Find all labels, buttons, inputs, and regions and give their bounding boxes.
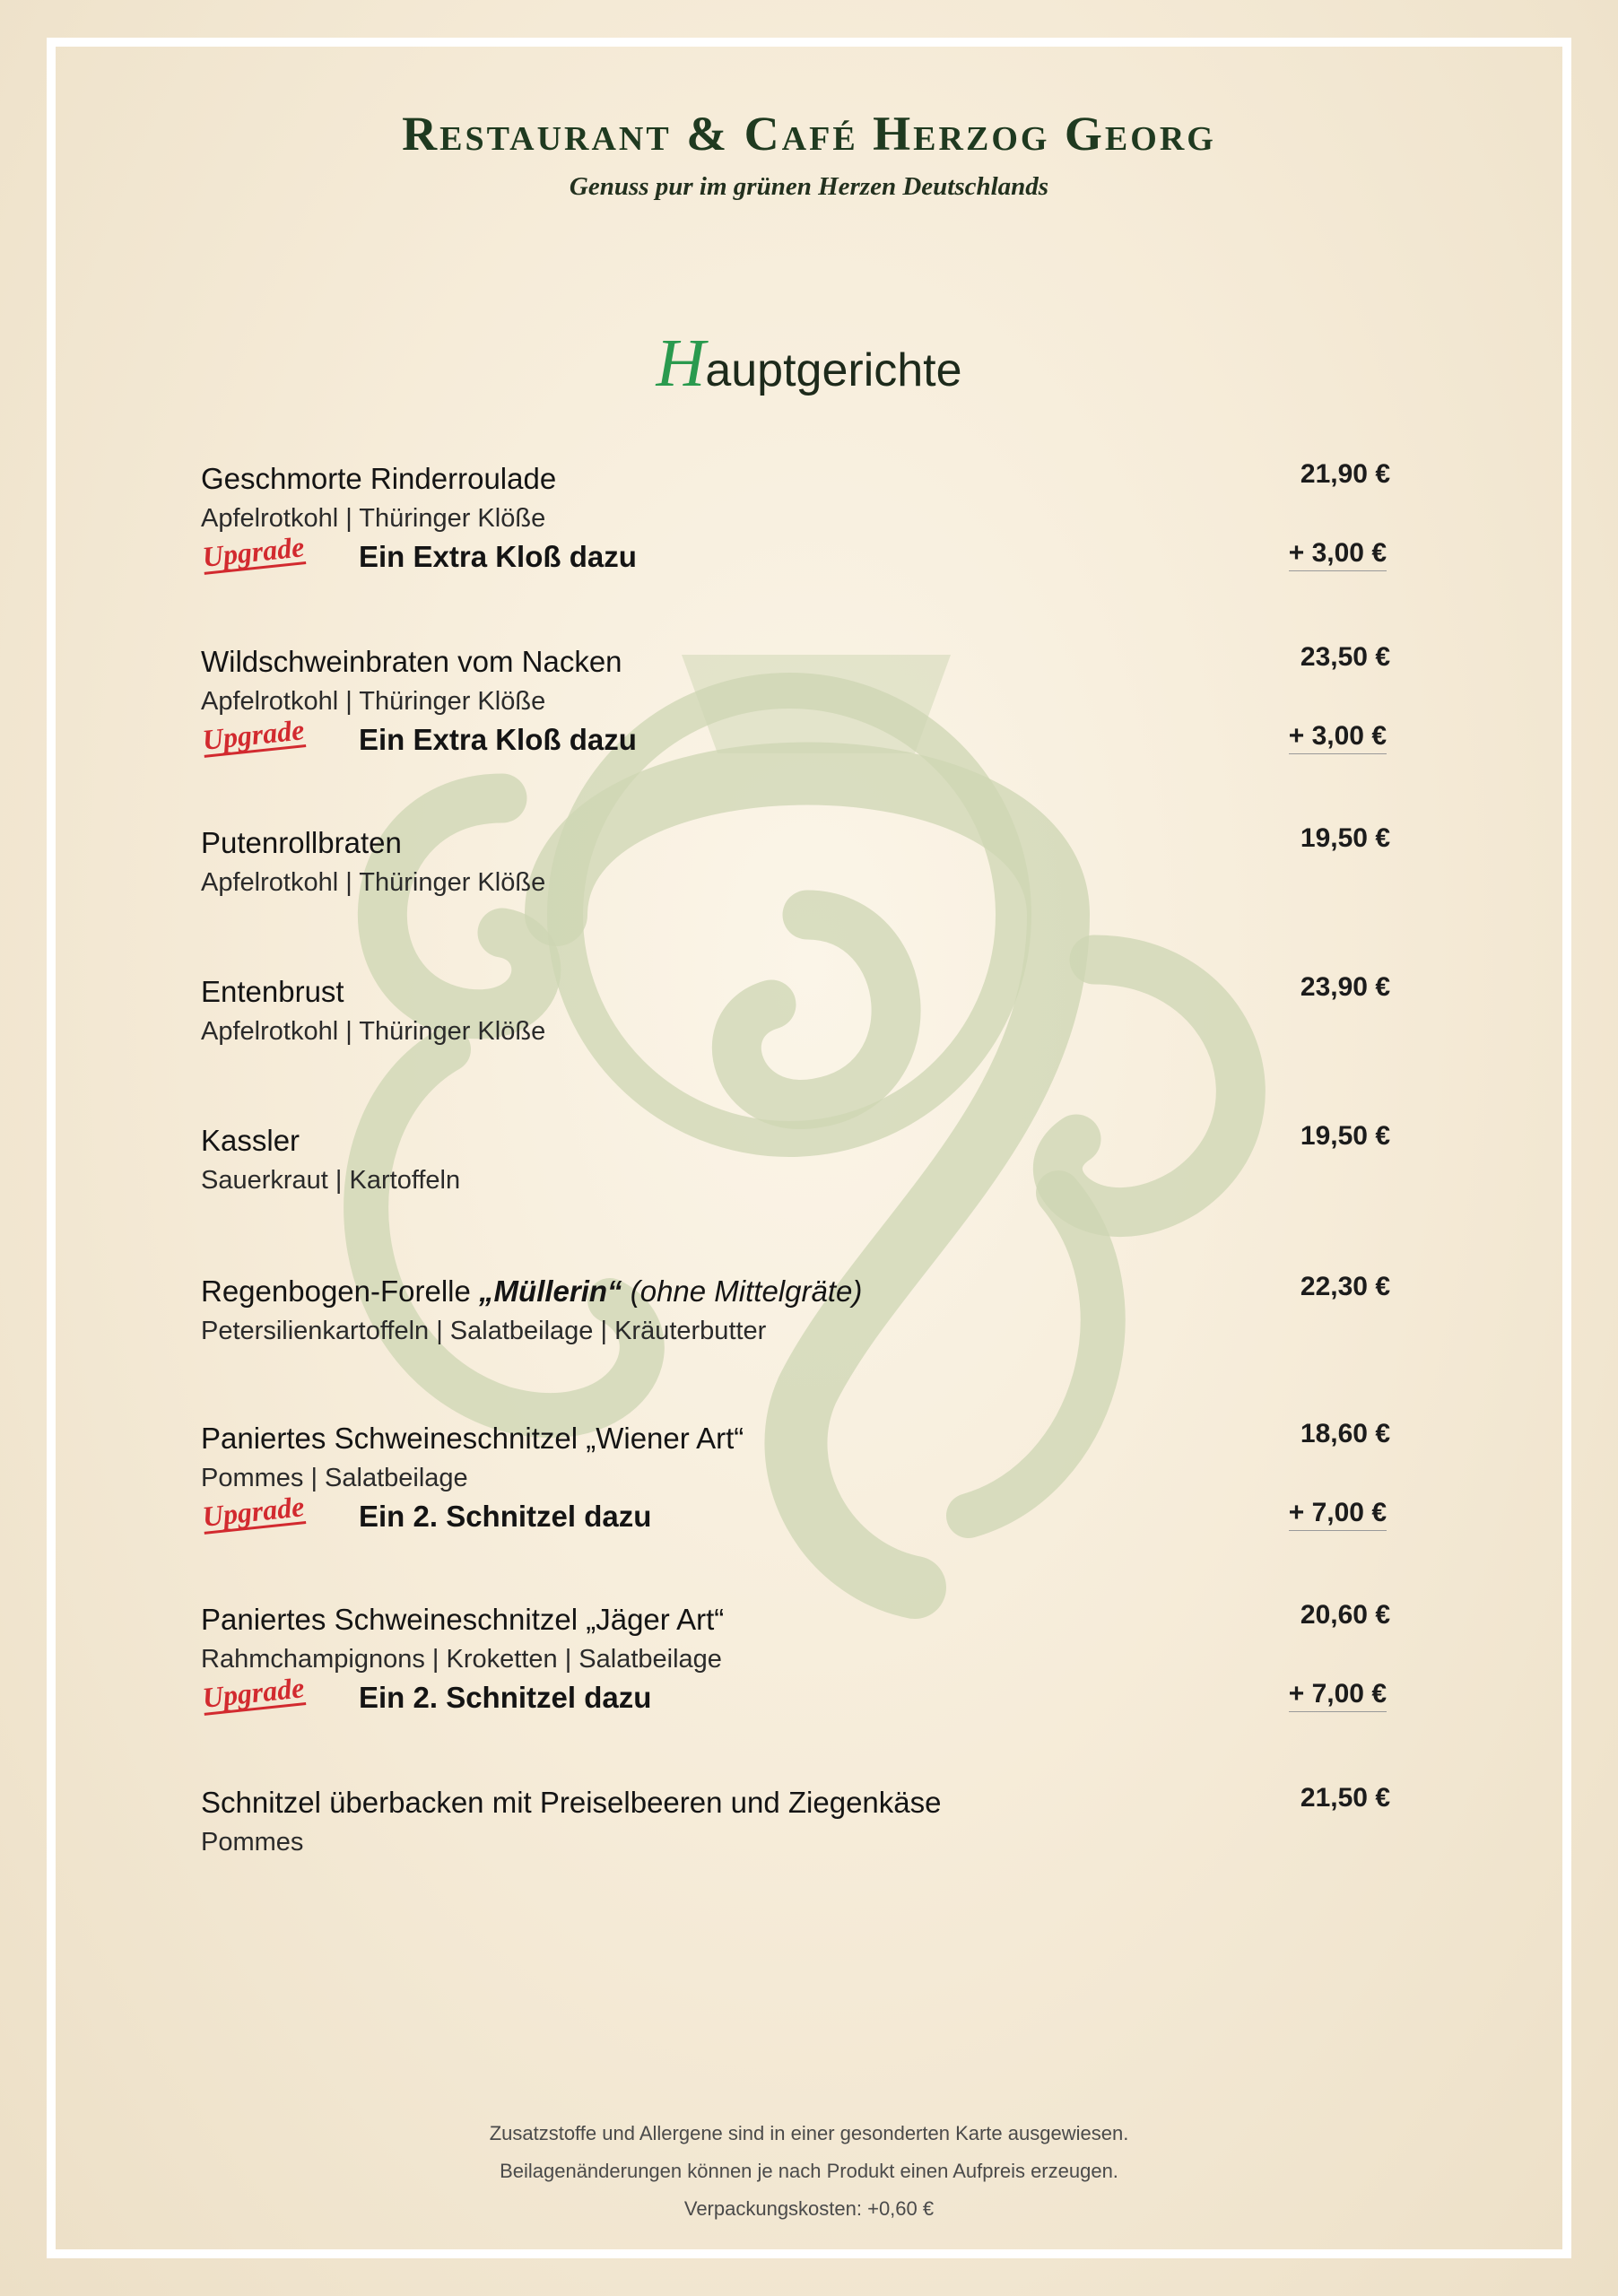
footer-line-side-changes: Beilagenänderungen können je nach Produkt einen Aufpreis erzeugen. xyxy=(500,2160,1118,2182)
menu-item xyxy=(201,642,1390,764)
menu-item xyxy=(201,823,1390,902)
dish-name-note: (ohne Mittelgräte) xyxy=(622,1274,863,1308)
upgrade-price: + 7,00 € xyxy=(1289,1498,1387,1531)
dish-name: Putenrollbraten xyxy=(201,826,402,859)
upgrade-price: + 7,00 € xyxy=(1289,1679,1387,1712)
dish-sides: Pommes | Salatbeilage xyxy=(201,1464,468,1492)
dish-name xyxy=(201,1272,1390,1311)
dish-sides: Apfelrotkohl | Thüringer Klöße xyxy=(201,687,546,716)
dish-sides: Pommes xyxy=(201,1828,304,1857)
upgrade-label: Upgrade xyxy=(200,1671,306,1714)
dish-name: Schnitzel überbacken mit Preiselbeeren und Ziegenkäse xyxy=(201,1786,942,1819)
dish-price: 23,90 € xyxy=(1300,972,1390,1002)
section-title xyxy=(0,325,1618,403)
section-title-initial: H xyxy=(656,326,706,401)
upgrade-label: Upgrade xyxy=(200,530,306,573)
footer-line-allergens: Zusatzstoffe und Allergene sind in einer gesonderten Karte ausgewiesen. xyxy=(489,2122,1129,2144)
upgrade-text: Ein 2. Schnitzel dazu xyxy=(359,1500,652,1533)
dish-name: Geschmorte Rinderroulade xyxy=(201,462,557,495)
footer-line-packaging: Verpackungskosten: +0,60 € xyxy=(683,2197,935,2220)
section-title-rest: auptgerichte xyxy=(705,344,962,396)
upgrade-text: Ein 2. Schnitzel dazu xyxy=(359,1681,652,1714)
dish-sides: Rahmchampignons | Kroketten | Salatbeilage xyxy=(201,1645,722,1674)
dish-name: Paniertes Schweineschnitzel „Jäger Art“ xyxy=(201,1603,725,1636)
dish-name-prefix: Regenbogen-Forelle xyxy=(201,1274,480,1308)
upgrade-row xyxy=(200,1490,1390,1541)
dish-name: Entenbrust xyxy=(201,975,344,1008)
menu-item xyxy=(201,1419,1390,1541)
menu-item xyxy=(201,1783,1390,1862)
upgrade-label: Upgrade xyxy=(200,713,306,756)
menu-item xyxy=(201,1272,1390,1351)
dish-price: 19,50 € xyxy=(1300,823,1390,853)
dish-name-emphasis: „Müllerin“ xyxy=(479,1274,622,1308)
restaurant-title: Restaurant & Café Herzog Georg xyxy=(402,107,1216,161)
upgrade-price: + 3,00 € xyxy=(1289,721,1387,754)
dish-price: 18,60 € xyxy=(1300,1419,1390,1448)
menu-item xyxy=(201,972,1390,1051)
dish-sides: Petersilienkartoffeln | Salatbeilage | Kräuterbutter xyxy=(201,1317,767,1345)
dish-price: 21,50 € xyxy=(1300,1783,1390,1813)
upgrade-text: Ein Extra Kloß dazu xyxy=(359,540,637,573)
restaurant-subtitle: Genuss pur im grünen Herzen Deutschlands xyxy=(569,172,1049,201)
upgrade-label: Upgrade xyxy=(200,1490,306,1533)
dish-name: Paniertes Schweineschnitzel „Wiener Art“ xyxy=(201,1422,744,1455)
footer-notes xyxy=(0,2115,1618,2228)
dish-price: 22,30 € xyxy=(1300,1272,1390,1301)
upgrade-price: + 3,00 € xyxy=(1289,538,1387,571)
dish-sides: Apfelrotkohl | Thüringer Klöße xyxy=(201,1017,546,1046)
menu-item xyxy=(201,1600,1390,1722)
menu-item xyxy=(201,459,1390,581)
dish-price: 19,50 € xyxy=(1300,1121,1390,1151)
dish-price: 23,50 € xyxy=(1300,642,1390,672)
upgrade-row xyxy=(200,713,1390,764)
upgrade-text: Ein Extra Kloß dazu xyxy=(359,723,637,756)
dish-name: Kassler xyxy=(201,1124,300,1157)
dish-sides: Apfelrotkohl | Thüringer Klöße xyxy=(201,504,546,533)
dish-name: Wildschweinbraten vom Nacken xyxy=(201,645,622,678)
dish-sides: Apfelrotkohl | Thüringer Klöße xyxy=(201,868,546,897)
dish-price: 20,60 € xyxy=(1300,1600,1390,1630)
upgrade-row xyxy=(200,530,1390,581)
menu-item xyxy=(201,1121,1390,1200)
dish-sides: Sauerkraut | Kartoffeln xyxy=(201,1166,461,1195)
dish-price: 21,90 € xyxy=(1300,459,1390,489)
upgrade-row xyxy=(200,1671,1390,1722)
